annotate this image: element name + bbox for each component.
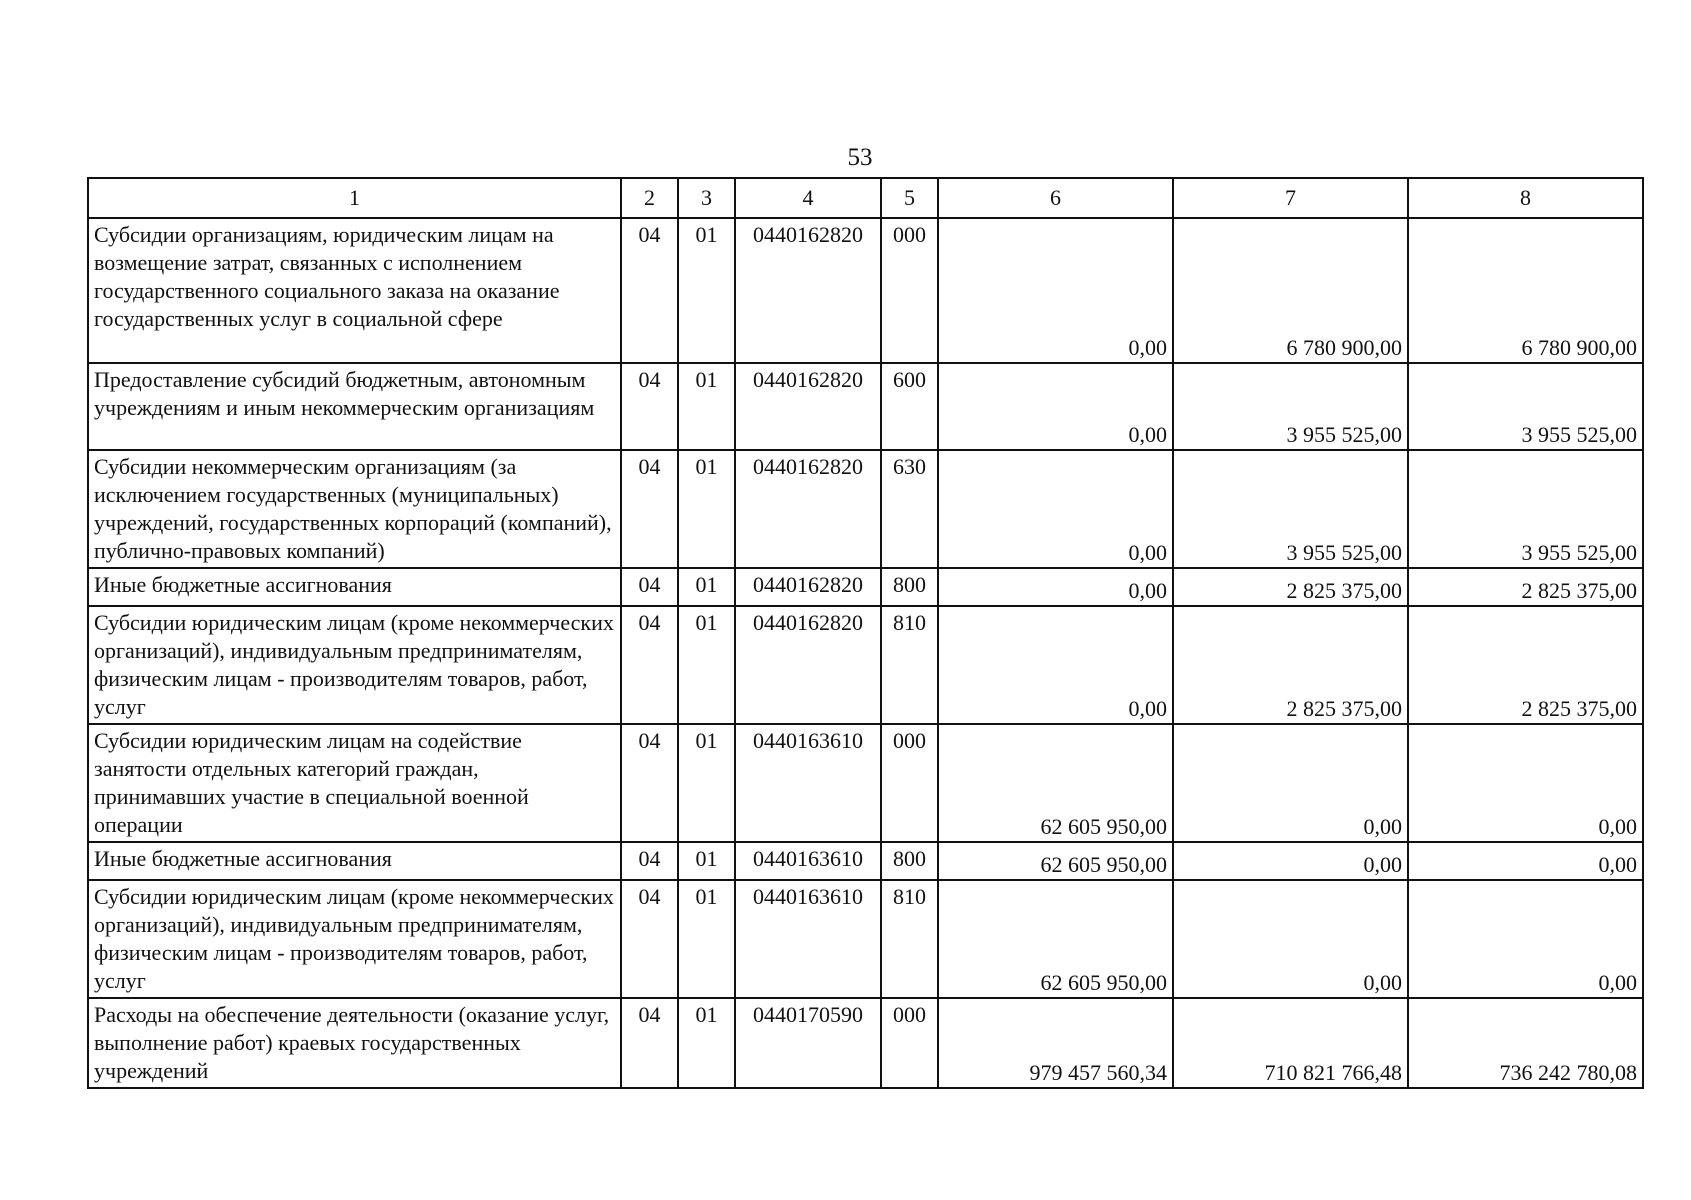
table-row	[88, 724, 1643, 842]
header-cell: 2	[621, 178, 678, 218]
budget-table	[87, 177, 1644, 1089]
amount-col8: 6 780 900,00	[1408, 218, 1643, 363]
amount-col8: 0,00	[1408, 842, 1643, 880]
amount-col7: 3 955 525,00	[1173, 363, 1408, 450]
target-article-code: 0440163610	[735, 724, 881, 842]
row-description: Расходы на обеспечение деятельности (оказание услуг, выполнение работ) краевых государственных учреждений	[88, 998, 621, 1088]
amount-col8: 736 242 780,08	[1408, 998, 1643, 1088]
amount-col7: 710 821 766,48	[1173, 998, 1408, 1088]
table-row	[88, 363, 1643, 450]
amount-col7: 0,00	[1173, 724, 1408, 842]
expense-type-code: 000	[881, 218, 938, 363]
expense-type-code: 810	[881, 606, 938, 724]
expense-type-code: 800	[881, 568, 938, 606]
row-description: Субсидии организациям, юридическим лицам на возмещение затрат, связанных с исполнением государственного социального заказа на оказание государственных услуг в социальной сфере	[88, 218, 621, 363]
page-number: 53	[847, 144, 873, 171]
section-code: 04	[621, 842, 678, 880]
header-cell: 8	[1408, 178, 1643, 218]
row-description: Иные бюджетные ассигнования	[88, 568, 621, 606]
header-cell: 7	[1173, 178, 1408, 218]
table-row	[88, 568, 1643, 606]
amount-col6: 979 457 560,34	[938, 998, 1173, 1088]
amount-col8: 3 955 525,00	[1408, 450, 1643, 568]
table-row	[88, 842, 1643, 880]
row-description: Предоставление субсидий бюджетным, автономным учреждениям и иным некоммерческим организациям	[88, 363, 621, 450]
amount-col8: 0,00	[1408, 724, 1643, 842]
target-article-code: 0440162820	[735, 363, 881, 450]
amount-col7: 0,00	[1173, 842, 1408, 880]
subsection-code: 01	[678, 218, 735, 363]
amount-col6: 62 605 950,00	[938, 724, 1173, 842]
section-code: 04	[621, 218, 678, 363]
table-header-row	[88, 178, 1643, 218]
expense-type-code: 000	[881, 998, 938, 1088]
expense-type-code: 630	[881, 450, 938, 568]
subsection-code: 01	[678, 998, 735, 1088]
section-code: 04	[621, 450, 678, 568]
amount-col6: 62 605 950,00	[938, 842, 1173, 880]
section-code: 04	[621, 724, 678, 842]
amount-col7: 2 825 375,00	[1173, 606, 1408, 724]
table-row	[88, 998, 1643, 1088]
amount-col8: 2 825 375,00	[1408, 568, 1643, 606]
amount-col6: 62 605 950,00	[938, 880, 1173, 998]
table-row	[88, 218, 1643, 363]
target-article-code: 0440162820	[735, 450, 881, 568]
subsection-code: 01	[678, 842, 735, 880]
table-row	[88, 880, 1643, 998]
section-code: 04	[621, 880, 678, 998]
subsection-code: 01	[678, 568, 735, 606]
amount-col6: 0,00	[938, 568, 1173, 606]
target-article-code: 0440162820	[735, 606, 881, 724]
amount-col7: 3 955 525,00	[1173, 450, 1408, 568]
subsection-code: 01	[678, 606, 735, 724]
section-code: 04	[621, 363, 678, 450]
row-description: Субсидии юридическим лицам на содействие занятости отдельных категорий граждан, принимавших участие в специальной военной операции	[88, 724, 621, 842]
amount-col6: 0,00	[938, 450, 1173, 568]
amount-col7: 0,00	[1173, 880, 1408, 998]
subsection-code: 01	[678, 724, 735, 842]
amount-col8: 0,00	[1408, 880, 1643, 998]
table-row	[88, 606, 1643, 724]
section-code: 04	[621, 606, 678, 724]
header-cell: 4	[735, 178, 881, 218]
header-cell: 6	[938, 178, 1173, 218]
amount-col6: 0,00	[938, 363, 1173, 450]
expense-type-code: 600	[881, 363, 938, 450]
amount-col6: 0,00	[938, 606, 1173, 724]
target-article-code: 0440170590	[735, 998, 881, 1088]
subsection-code: 01	[678, 450, 735, 568]
row-description: Субсидии некоммерческим организациям (за исключением государственных (муниципальных) учреждений, государственных корпораций (компаний), публично-правовых компаний)	[88, 450, 621, 568]
header-cell: 1	[88, 178, 621, 218]
target-article-code: 0440163610	[735, 842, 881, 880]
table-row	[88, 450, 1643, 568]
target-article-code: 0440162820	[735, 218, 881, 363]
row-description: Субсидии юридическим лицам (кроме некоммерческих организаций), индивидуальным предпринимателям, физическим лицам - производителям товаров, работ, услуг	[88, 606, 621, 724]
expense-type-code: 800	[881, 842, 938, 880]
amount-col7: 2 825 375,00	[1173, 568, 1408, 606]
row-description: Субсидии юридическим лицам (кроме некоммерческих организаций), индивидуальным предпринимателям, физическим лицам - производителям товаров, работ, услуг	[88, 880, 621, 998]
row-description: Иные бюджетные ассигнования	[88, 842, 621, 880]
header-cell: 5	[881, 178, 938, 218]
expense-type-code: 000	[881, 724, 938, 842]
amount-col6: 0,00	[938, 218, 1173, 363]
subsection-code: 01	[678, 880, 735, 998]
target-article-code: 0440162820	[735, 568, 881, 606]
expense-type-code: 810	[881, 880, 938, 998]
section-code: 04	[621, 568, 678, 606]
amount-col8: 3 955 525,00	[1408, 363, 1643, 450]
header-cell: 3	[678, 178, 735, 218]
amount-col8: 2 825 375,00	[1408, 606, 1643, 724]
amount-col7: 6 780 900,00	[1173, 218, 1408, 363]
subsection-code: 01	[678, 363, 735, 450]
target-article-code: 0440163610	[735, 880, 881, 998]
section-code: 04	[621, 998, 678, 1088]
